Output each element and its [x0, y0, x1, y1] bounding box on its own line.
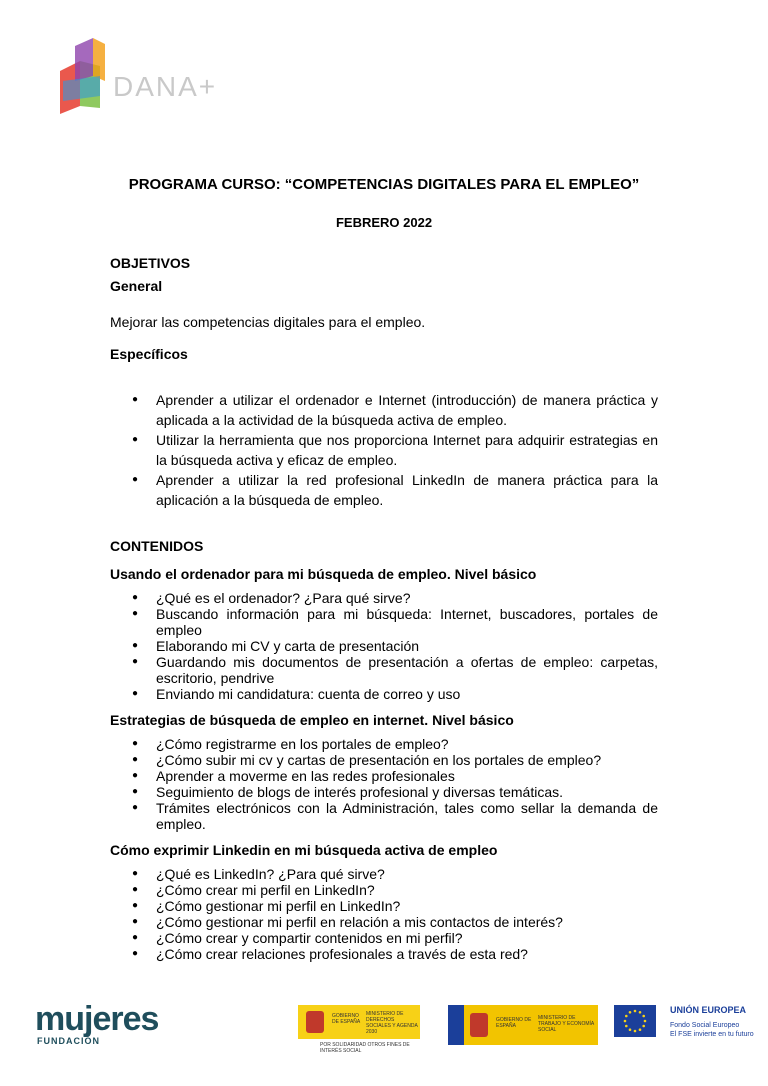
- ministry-label: MINISTERIO DE TRABAJO Y ECONOMÍA SOCIAL: [538, 1015, 594, 1033]
- section-heading-3: Cómo exprimir Linkedin en mi búsqueda activa de empleo: [110, 842, 498, 858]
- list-item: ● Seguimiento de blogs de interés profesional y diversas temáticas.: [110, 784, 658, 800]
- contenidos-heading: CONTENIDOS: [110, 538, 204, 554]
- list-item: ● Aprender a utilizar el ordenador e Internet (introducción) de manera práctica y aplicada a la actividad de la búsqueda activa de empleo.: [110, 390, 658, 430]
- list-item: ● Aprender a moverme en las redes profesionales: [110, 768, 658, 784]
- coat-of-arms-icon: [306, 1011, 324, 1033]
- gov-label: GOBIERNO DE ESPAÑA: [332, 1013, 361, 1025]
- mujeres-logo-text: mujeres: [35, 1000, 159, 1038]
- list-item: ● ¿Qué es el ordenador? ¿Para qué sirve?: [110, 590, 658, 606]
- list-item: ● ¿Cómo crear relaciones profesionales a través de esta red?: [110, 946, 658, 962]
- ministry-label: MINISTERIO DE DERECHOS SOCIALES Y AGENDA 2030: [366, 1011, 418, 1035]
- dana-logo-text: DANA+: [113, 71, 218, 102]
- section-list-3: [110, 866, 658, 962]
- solidaridad-label: POR SOLIDARIDAD OTROS FINES DE INTERÉS SOCIAL: [320, 1042, 410, 1054]
- list-item: ● Enviando mi candidatura: cuenta de correo y uso: [110, 686, 658, 702]
- eu-slogan-label: El FSE invierte en tu futuro: [670, 1031, 754, 1038]
- dana-logo: [55, 36, 225, 116]
- list-item: ● Utilizar la herramienta que nos proporciona Internet para adquirir estrategias en la búsqueda activa y eficaz de empleo.: [110, 430, 658, 470]
- eu-fund-label: Fondo Social Europeo: [670, 1022, 740, 1029]
- list-item: ● ¿Cómo subir mi cv y cartas de presentación en los portales de empleo?: [110, 752, 658, 768]
- list-item: ● ¿Cómo gestionar mi perfil en LinkedIn?: [110, 898, 658, 914]
- page-date: FEBRERO 2022: [335, 215, 433, 230]
- list-item: ● Trámites electrónicos con la Administración, tales como sellar la demanda de empleo.: [110, 800, 658, 832]
- especificos-list: [110, 390, 658, 510]
- flag-icon: [448, 1005, 464, 1045]
- section-heading-1: Usando el ordenador para mi búsqueda de empleo. Nivel básico: [110, 566, 537, 582]
- list-item: ● ¿Qué es LinkedIn? ¿Para qué sirve?: [110, 866, 658, 882]
- dana-logo-mark: [55, 36, 115, 116]
- eu-subtitle: [670, 1021, 754, 1039]
- list-item: ● Elaborando mi CV y carta de presentación: [110, 638, 658, 654]
- list-item: ● ¿Cómo crear mi perfil en LinkedIn?: [110, 882, 658, 898]
- fundacion-logo-text: FUNDACIÓN: [37, 1036, 100, 1046]
- section-list-2: [110, 736, 658, 832]
- list-item: ● ¿Cómo gestionar mi perfil en relación a mis contactos de interés?: [110, 914, 658, 930]
- page-title: PROGRAMA CURSO: “COMPETENCIAS DIGITALES PARA EL EMPLEO”: [128, 176, 640, 193]
- eu-title: UNIÓN EUROPEA: [670, 1005, 747, 1015]
- gobierno-derechos-sociales-logo: [298, 1005, 420, 1039]
- list-item: ● Guardando mis documentos de presentación a ofertas de empleo: carpetas, escritorio, pendrive: [110, 654, 658, 686]
- section-heading-2: Estrategias de búsqueda de empleo en internet. Nivel básico: [110, 712, 514, 728]
- general-heading: General: [110, 278, 163, 294]
- list-item: ● Buscando información para mi búsqueda: Internet, buscadores, portales de empleo: [110, 606, 658, 638]
- list-item: ● Aprender a utilizar la red profesional LinkedIn de manera práctica para la aplicación a la búsqueda de empleo.: [110, 470, 658, 510]
- gobierno-trabajo-logo: [448, 1005, 598, 1045]
- gov-label: GOBIERNO DE ESPAÑA: [496, 1017, 532, 1029]
- coat-of-arms-icon: [470, 1013, 488, 1037]
- objetivos-heading: OBJETIVOS: [110, 255, 191, 271]
- section-list-1: [110, 590, 658, 702]
- fundacion-mujeres-logo: [35, 1000, 175, 1050]
- especificos-heading: Específicos: [110, 346, 188, 362]
- eu-stars-icon: [614, 1005, 656, 1037]
- list-item: ● ¿Cómo crear y compartir contenidos en mi perfil?: [110, 930, 658, 946]
- list-item: ● ¿Cómo registrarme en los portales de empleo?: [110, 736, 658, 752]
- general-text: Mejorar las competencias digitales para el empleo.: [110, 314, 426, 330]
- eu-flag-icon: [614, 1005, 656, 1037]
